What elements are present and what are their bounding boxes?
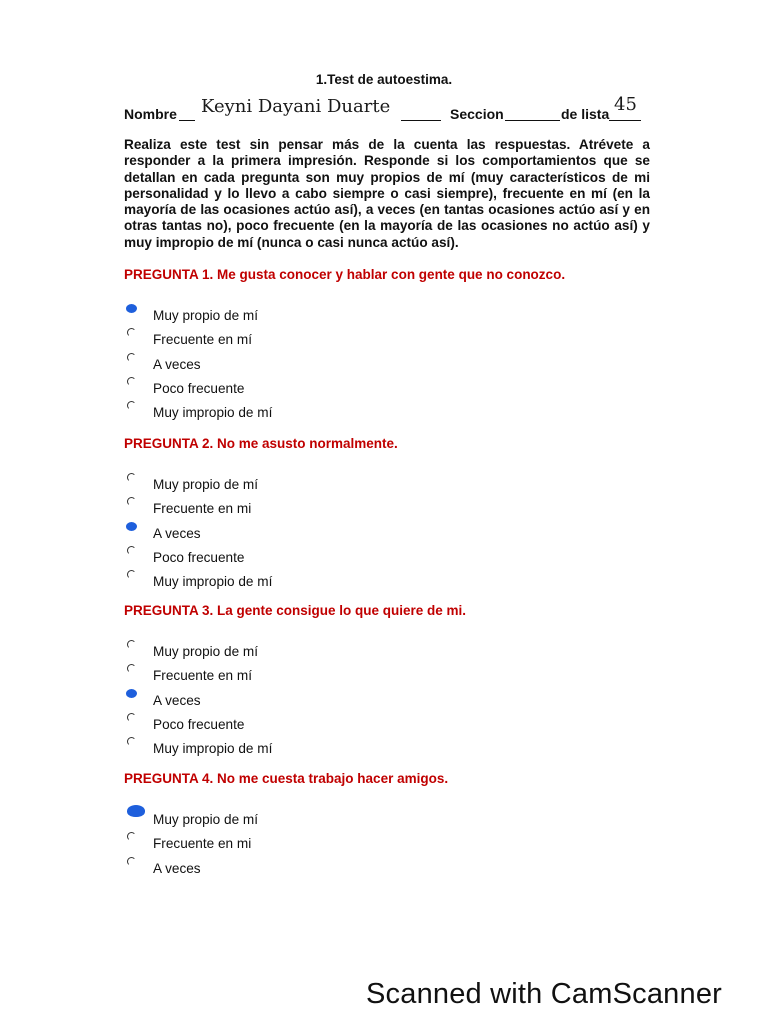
radio-selected-icon[interactable] xyxy=(127,805,145,817)
question-2-text: PREGUNTA 2. No me asusto normalmente. xyxy=(124,436,398,451)
radio-icon[interactable] xyxy=(127,664,136,673)
question-3-text: PREGUNTA 3. La gente consigue lo que quiere de mi. xyxy=(124,603,467,618)
option-label: Muy propio de mí xyxy=(153,308,259,323)
radio-icon[interactable] xyxy=(127,473,136,482)
radio-icon[interactable] xyxy=(127,546,136,555)
radio-icon[interactable] xyxy=(127,353,136,362)
question-1-text: PREGUNTA 1. Me gusta conocer y hablar con gente que no conozco. xyxy=(124,267,566,282)
name-value: Keyni Dayani Duarte xyxy=(201,96,391,117)
radio-icon[interactable] xyxy=(127,377,136,386)
camscanner-watermark: Scanned with CamScanner xyxy=(366,978,723,1010)
name-underline-start xyxy=(179,120,195,121)
option-label: A veces xyxy=(153,692,201,708)
list-value: 45 xyxy=(614,94,637,115)
option-label: A veces xyxy=(153,860,201,876)
name-label: Nombre xyxy=(124,106,177,122)
option-label: A veces xyxy=(153,525,201,541)
radio-selected-icon[interactable] xyxy=(126,304,137,313)
option-label: Frecuente en mí xyxy=(153,332,252,348)
radio-icon[interactable] xyxy=(127,328,136,337)
instructions-paragraph: Realiza este test sin pensar más de la cuenta las respuestas. Atrévete a responder a la primera impresión. Responde si los comportamientos que se detallan en cada pregunta son muy propios de mí (muy característicos de mi personalidad y lo llevo a cabo siempre o casi siempre), frecuente en mí (en la mayoría de las ocasiones actúo así), a veces (en tantas ocasiones actúo así y en otras tantas no), poco frecuente (en la mayoría de las ocasiones no actúo así) y muy impropio de mí (nunca o casi nunca actúo así). xyxy=(124,137,650,250)
radio-icon[interactable] xyxy=(127,832,136,841)
name-line xyxy=(124,96,654,126)
radio-icon[interactable] xyxy=(127,737,136,746)
radio-icon[interactable] xyxy=(127,713,136,722)
option-label: A veces xyxy=(153,356,201,372)
page-title: 1.Test de autoestima. xyxy=(315,72,453,87)
option-label: Frecuente en mí xyxy=(153,668,252,684)
option-label: Poco frecuente xyxy=(153,716,245,732)
list-underline xyxy=(609,120,641,121)
name-underline-end xyxy=(401,120,441,121)
option-label: Muy impropio de mí xyxy=(153,405,273,421)
option-label: Muy propio de mí xyxy=(153,477,259,492)
radio-icon[interactable] xyxy=(127,640,136,649)
radio-icon[interactable] xyxy=(127,401,136,410)
list-label: de lista xyxy=(561,106,610,122)
option-label: Poco frecuente xyxy=(153,549,245,565)
radio-icon[interactable] xyxy=(127,857,136,866)
option-label: Muy impropio de mí xyxy=(153,741,273,757)
option-label: Muy propio de mí xyxy=(153,812,259,827)
option-label: Muy impropio de mí xyxy=(153,574,273,590)
radio-icon[interactable] xyxy=(127,497,136,506)
radio-selected-icon[interactable] xyxy=(126,689,137,698)
option-label: Muy propio de mí xyxy=(153,644,259,659)
radio-icon[interactable] xyxy=(127,570,136,579)
option-label: Frecuente en mi xyxy=(153,836,252,852)
radio-selected-icon[interactable] xyxy=(126,522,137,531)
option-label: Poco frecuente xyxy=(153,380,245,396)
section-underline xyxy=(505,120,560,121)
section-label: Seccion xyxy=(450,106,504,122)
option-label: Frecuente en mi xyxy=(153,501,252,517)
question-4-text: PREGUNTA 4. No me cuesta trabajo hacer amigos. xyxy=(124,771,449,786)
